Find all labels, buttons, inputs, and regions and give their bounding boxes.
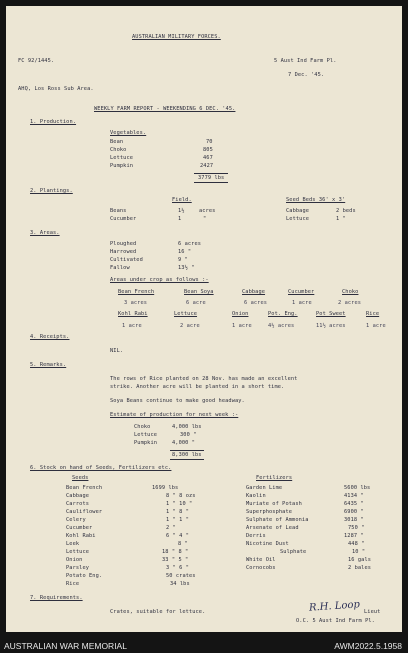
seed-item: Leek bbox=[66, 541, 80, 547]
seed-item: Cucumber bbox=[66, 525, 93, 531]
field-qty: 1½ bbox=[178, 208, 185, 214]
crop-qty: 1 acre bbox=[122, 323, 142, 329]
archive-footer bbox=[0, 636, 408, 653]
fert-qty: 16 gals bbox=[348, 557, 372, 563]
crop-qty: 6 acre bbox=[186, 300, 206, 306]
prod-item: Lettuce bbox=[110, 155, 134, 161]
prod-qty: 467 bbox=[203, 155, 213, 161]
estimate-heading: Estimate of production for next week :- bbox=[110, 412, 239, 418]
fert-item: Nicotine Dust bbox=[246, 541, 289, 547]
crop-qty: 1 acre bbox=[232, 323, 252, 329]
fert-item: Sulphate bbox=[280, 549, 307, 555]
fert-item: White Oil bbox=[246, 557, 276, 563]
unit-name: 5 Aust Ind Farm Pl. bbox=[274, 58, 337, 64]
section-stock: 6. Stock on hand of Seeds, Fertilizers etc. bbox=[30, 465, 172, 471]
field-unit: acres bbox=[199, 208, 216, 214]
area-qty: 13½ " bbox=[178, 265, 195, 271]
estimate-qty: 4,000 lbs bbox=[172, 424, 202, 430]
receipts-value: NIL. bbox=[110, 348, 124, 354]
field-unit: " bbox=[203, 216, 207, 222]
document-page bbox=[6, 6, 402, 632]
handwritten-signature: R.H. Loop bbox=[308, 599, 361, 614]
seed-qty: 8 " 8 ozs bbox=[166, 493, 196, 499]
crop-qty: 6 acres bbox=[244, 300, 268, 306]
remarks-line: The rows of Rice planted on 28 Nov. has made an excellent bbox=[110, 376, 298, 382]
area-row: Harrowed bbox=[110, 249, 137, 255]
seed-qty: 8 " bbox=[178, 541, 188, 547]
crop-name: Onion bbox=[232, 311, 249, 317]
area-row: Cultivated bbox=[110, 257, 143, 263]
remarks-line: strike. Another acre will be planted in a short time. bbox=[110, 384, 285, 390]
area-row: Fallow bbox=[110, 265, 130, 271]
field-row: Cucumber bbox=[110, 216, 137, 222]
fert-item: Garden Lime bbox=[246, 485, 283, 491]
area-qty: 6 acres bbox=[178, 241, 202, 247]
crop-name: Cucumber bbox=[288, 289, 315, 295]
bed-row: Cabbage bbox=[286, 208, 310, 214]
footer-institution: AUSTRALIAN WAR MEMORIAL bbox=[4, 641, 127, 651]
fert-item: Sulphate of Ammonia bbox=[246, 517, 309, 523]
doc-date: 7 Dec. '45. bbox=[288, 72, 325, 78]
seed-item: Parsley bbox=[66, 565, 90, 571]
seed-item: Onion bbox=[66, 557, 83, 563]
seed-beds-heading: Seed Beds 36' x 3' bbox=[286, 197, 346, 203]
section-receipts: 4. Receipts. bbox=[30, 334, 70, 340]
seed-qty: 1 " 8 " bbox=[166, 509, 190, 515]
crop-name: Bean French bbox=[118, 289, 155, 295]
seed-qty: 33 " 5 " bbox=[162, 557, 189, 563]
estimate-total: 8,300 lbs bbox=[172, 452, 202, 458]
crop-name: Lettuce bbox=[174, 311, 198, 317]
fert-qty: 4134 " bbox=[344, 493, 364, 499]
seed-qty: 6 " 4 " bbox=[166, 533, 190, 539]
fert-qty: 5600 lbs bbox=[344, 485, 371, 491]
fert-item: Arsenate of Lead bbox=[246, 525, 299, 531]
crop-name: Pot Sweet bbox=[316, 311, 346, 317]
crop-qty: 4½ acres bbox=[268, 323, 295, 329]
crop-qty: 11½ acres bbox=[316, 323, 346, 329]
bed-row: Lettuce bbox=[286, 216, 310, 222]
fert-qty: 750 " bbox=[348, 525, 365, 531]
section-requirements: 7. Requirements. bbox=[30, 595, 83, 601]
seed-item: Celery bbox=[66, 517, 86, 523]
crop-name: Bean Soya bbox=[184, 289, 214, 295]
addressee: AHQ, Los Ross Sub Area. bbox=[18, 86, 94, 92]
seed-qty: 3 " 6 " bbox=[166, 565, 190, 571]
field-heading: Field. bbox=[172, 197, 192, 203]
crop-name: Pot. Eng. bbox=[268, 311, 298, 317]
section-areas: 3. Areas. bbox=[30, 230, 60, 236]
seed-item: Lettuce bbox=[66, 549, 90, 555]
doc-title: AUSTRALIAN MILITARY FORCES. bbox=[132, 34, 221, 40]
requirements-value: Crates, suitable for lettuce. bbox=[110, 609, 206, 615]
seed-qty: 1699 lbs bbox=[152, 485, 179, 491]
seeds-heading: Seeds bbox=[72, 475, 89, 481]
vegetables-heading: Vegetables. bbox=[110, 130, 147, 136]
area-qty: 16 " bbox=[178, 249, 192, 255]
section-production: 1. Production. bbox=[30, 119, 77, 125]
crop-qty: 1 acre bbox=[366, 323, 386, 329]
seed-item: Rice bbox=[66, 581, 80, 587]
prod-item: Choko bbox=[110, 147, 127, 153]
file-ref: FC 92/1445. bbox=[18, 58, 55, 64]
fert-qty: 6900 " bbox=[344, 509, 364, 515]
seed-qty: 34 lbs bbox=[170, 581, 190, 587]
fert-qty: 1287 " bbox=[344, 533, 364, 539]
seed-item: Cauliflower bbox=[66, 509, 103, 515]
fert-qty: 10 " bbox=[352, 549, 366, 555]
prod-qty: 70 bbox=[206, 139, 213, 145]
crop-qty: 2 acres bbox=[338, 300, 362, 306]
footer-accession: AWM2022.5.1958 bbox=[334, 641, 402, 651]
fert-heading: Fertilizers bbox=[256, 475, 293, 481]
prod-item: Pumpkin bbox=[110, 163, 134, 169]
area-row: Ploughed bbox=[110, 241, 137, 247]
section-remarks: 5. Remarks. bbox=[30, 362, 67, 368]
prod-qty: 805 bbox=[203, 147, 213, 153]
seed-item: Bean French bbox=[66, 485, 103, 491]
seed-qty: 1 " 1 " bbox=[166, 517, 190, 523]
fert-qty: 448 " bbox=[348, 541, 365, 547]
estimate-qty: 300 " bbox=[180, 432, 197, 438]
crop-name: Cabbage bbox=[242, 289, 266, 295]
fert-item: Cornocobs bbox=[246, 565, 276, 571]
estimate-qty: 4,000 " bbox=[172, 440, 196, 446]
field-qty: 1 bbox=[178, 216, 182, 222]
signatory-role: O.C. 5 Aust Ind Farm Pl. bbox=[296, 618, 375, 624]
fert-item: Kaolin bbox=[246, 493, 266, 499]
seed-qty: 1 " 10 " bbox=[166, 501, 193, 507]
remarks-line: Soya Beans continue to make good headway. bbox=[110, 398, 245, 404]
crop-name: Kohl Rabi bbox=[118, 311, 148, 317]
fert-item: Superphosphate bbox=[246, 509, 293, 515]
signatory-rank: Lieut bbox=[364, 609, 381, 615]
seed-item: Potato Eng. bbox=[66, 573, 103, 579]
crop-name: Choko bbox=[342, 289, 359, 295]
crop-name: Rice bbox=[366, 311, 380, 317]
seed-item: Carrots bbox=[66, 501, 90, 507]
crop-heading: Areas under crop as follows :- bbox=[110, 277, 209, 283]
prod-qty: 2427 bbox=[200, 163, 214, 169]
bed-qty: 2 beds bbox=[336, 208, 356, 214]
estimate-item: Lettuce bbox=[134, 432, 158, 438]
field-row: Beans bbox=[110, 208, 127, 214]
estimate-item: Choko bbox=[134, 424, 151, 430]
seed-item: Cabbage bbox=[66, 493, 90, 499]
crop-qty: 1 acre bbox=[292, 300, 312, 306]
estimate-item: Pumpkin bbox=[134, 440, 158, 446]
prod-total: 3779 lbs bbox=[194, 173, 228, 183]
bed-qty: 1 " bbox=[336, 216, 346, 222]
fert-qty: 3018 " bbox=[344, 517, 364, 523]
area-qty: 9 " bbox=[178, 257, 188, 263]
seed-item: Kohl Rabi bbox=[66, 533, 96, 539]
section-plantings: 2. Plantings. bbox=[30, 188, 73, 194]
report-title: WEEKLY FARM REPORT - WEEKENDING 6 DEC. '45. bbox=[94, 106, 236, 112]
seed-qty: 18 " 8 " bbox=[162, 549, 189, 555]
crop-qty: 3 acres bbox=[124, 300, 148, 306]
seed-qty: 2 " bbox=[166, 525, 176, 531]
seed-qty: 50 crates bbox=[166, 573, 196, 579]
fert-qty: 2 bales bbox=[348, 565, 372, 571]
fert-qty: 6435 " bbox=[344, 501, 364, 507]
crop-qty: 2 acre bbox=[180, 323, 200, 329]
prod-item: Bean bbox=[110, 139, 124, 145]
fert-item: Derris bbox=[246, 533, 266, 539]
fert-item: Muriate of Potash bbox=[246, 501, 302, 507]
